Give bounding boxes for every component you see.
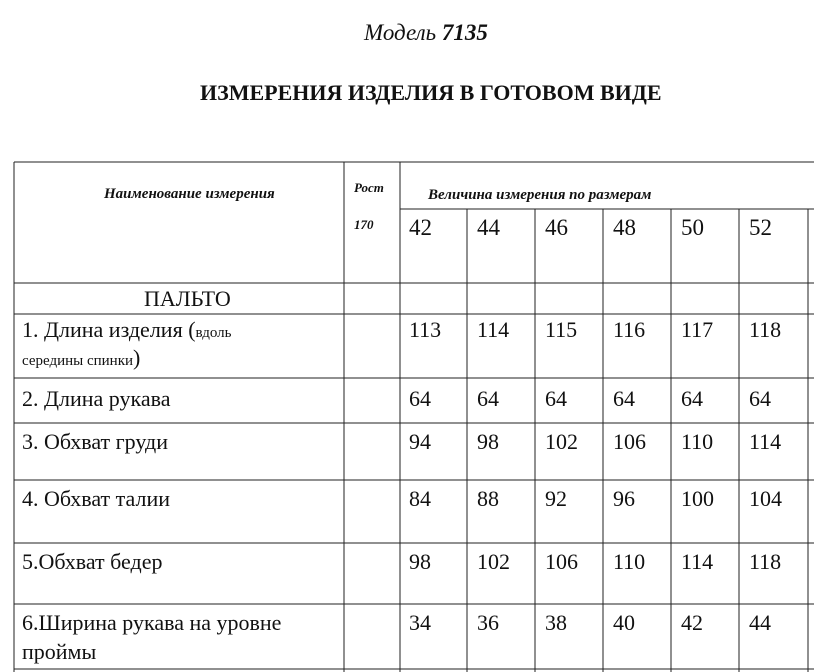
- value-cell: 44: [749, 610, 771, 635]
- value-cell: 96: [613, 486, 635, 511]
- row-name-waist: 4. Обхват талии: [22, 486, 171, 511]
- row-name-sleeve-width: 6.Ширина рукава на уровне: [22, 610, 282, 635]
- height-label: Рост: [354, 180, 384, 195]
- size-42: 42: [409, 215, 432, 240]
- value-cell: 36: [477, 610, 499, 635]
- value-cell: 92: [545, 486, 567, 511]
- value-cell: 110: [613, 549, 646, 574]
- value-cell: 114: [477, 317, 510, 342]
- value-cell: 88: [477, 486, 499, 511]
- value-cell: 94: [409, 429, 431, 454]
- height-value: 170: [354, 217, 374, 232]
- value-cell: 100: [681, 486, 714, 511]
- size-46: 46: [545, 215, 568, 240]
- model-number: 7135: [441, 20, 488, 45]
- value-cell: 98: [409, 549, 431, 574]
- value-cell: 106: [613, 429, 646, 454]
- value-cell: 64: [749, 386, 771, 411]
- value-cell: 117: [681, 317, 714, 342]
- size-48: 48: [613, 215, 636, 240]
- value-cell: 64: [613, 386, 635, 411]
- value-cell: 113: [409, 317, 442, 342]
- value-cell: 114: [749, 429, 782, 454]
- value-cell: 34: [409, 610, 431, 635]
- value-cell: 98: [477, 429, 499, 454]
- document-title: ИЗМЕРЕНИЯ ИЗДЕЛИЯ В ГОТОВОМ ВИДЕ: [200, 80, 662, 105]
- value-cell: 118: [749, 317, 782, 342]
- value-cell: 40: [613, 610, 635, 635]
- value-cell: 84: [409, 486, 431, 511]
- row-name-length-line2: середины спинки): [22, 345, 141, 370]
- value-cell: 64: [477, 386, 499, 411]
- sizes-header: Величина измерения по размерам: [428, 187, 652, 203]
- row-name-sleeve-length: 2. Длина рукава: [22, 386, 171, 411]
- value-cell: 102: [545, 429, 578, 454]
- row-name-sleeve-width-line2: проймы: [22, 639, 97, 664]
- size-50: 50: [681, 215, 704, 240]
- size-52: 52: [749, 215, 772, 240]
- value-cell: 116: [613, 317, 646, 342]
- row-name-length: 1. Длина изделия (вдоль: [22, 317, 232, 342]
- value-cell: 104: [749, 486, 782, 511]
- value-cell: 106: [545, 549, 578, 574]
- model-label: Модель: [364, 20, 437, 45]
- value-cell: 115: [545, 317, 578, 342]
- size-44: 44: [477, 215, 500, 240]
- value-cell: 38: [545, 610, 567, 635]
- value-cell: 64: [681, 386, 703, 411]
- value-cell: 118: [749, 549, 782, 574]
- value-cell: 64: [409, 386, 431, 411]
- value-cell: 102: [477, 549, 510, 574]
- value-cell: 114: [681, 549, 714, 574]
- row-name-hips: 5.Обхват бедер: [22, 549, 163, 574]
- value-cell: 64: [545, 386, 567, 411]
- column-header-measurement: Наименование измерения: [104, 186, 275, 202]
- section-title: ПАЛЬТО: [144, 286, 231, 311]
- value-cell: 110: [681, 429, 714, 454]
- row-name-chest: 3. Обхват груди: [22, 429, 168, 454]
- value-cell: 42: [681, 610, 703, 635]
